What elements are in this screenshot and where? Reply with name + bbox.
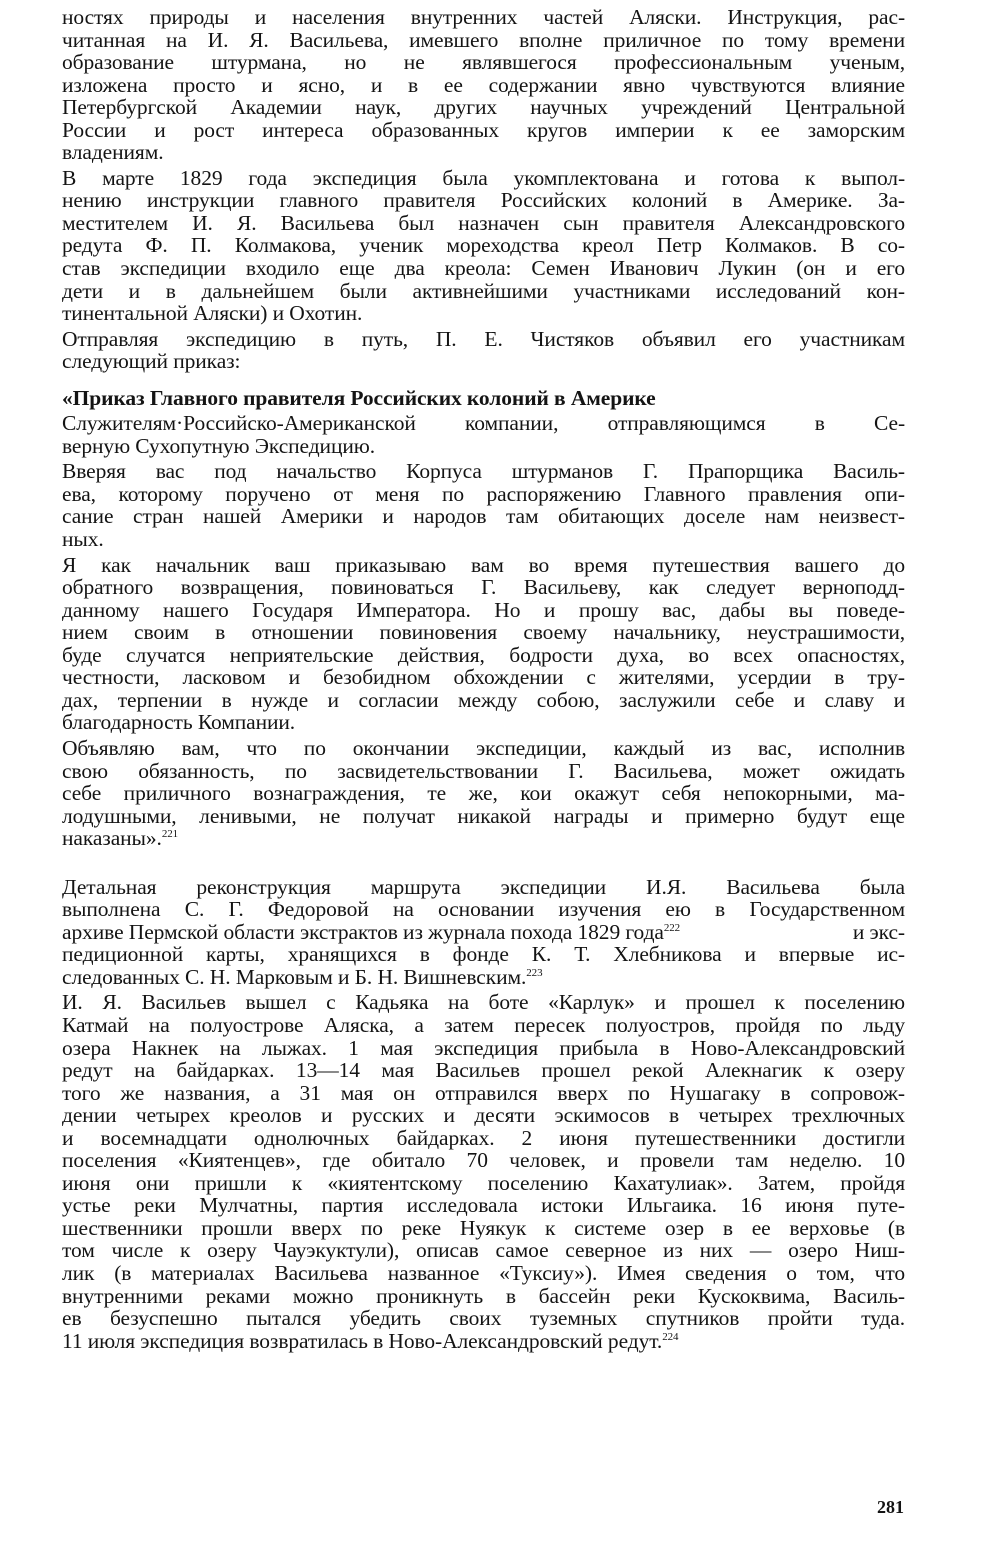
- text-line: верную Сухопутную Экспедицию.: [62, 433, 375, 458]
- text-line: Петербургской Академии наук, других научных учреждений Центральной: [62, 95, 905, 120]
- text-line: читанная на И. Я. Васильева, имевшего вполне приличное по тому времени: [62, 27, 905, 52]
- text-line: ных.: [62, 527, 104, 552]
- text-line: наказаны».$^{221}$: [62, 826, 179, 851]
- footnote-ref[interactable]: 221: [161, 827, 179, 840]
- text-line: образование штурмана, но не являвшегося профессиональным ученым,: [62, 50, 905, 75]
- text-line: ев безуспешно пытался убедить своих туземных спутников пройти туда.: [62, 1306, 905, 1331]
- text-line: лодушными, ленивыми, не получат никакой награды и примерно будут еще: [62, 803, 905, 828]
- paragraph-order-obedience: [62, 554, 905, 734]
- text-line: дах, терпении в нужде и согласии между собою, заслужили себе и славу и: [62, 687, 905, 712]
- paragraph-instruction-continued: [62, 6, 905, 164]
- text-line: честности, ласковом и безобидном обхождении с жителями, усердии в тру-: [62, 665, 905, 690]
- text-line: следованных С. Н. Марковым и Б. Н. Вишневским.$^{223}$: [62, 964, 543, 989]
- text-line: педиционной карты, хранящихся в фонде К. Т. Хлебникова и впервые ис-: [62, 942, 905, 967]
- text-line: дении четырех креолов и русских и десяти эскимосов в четырех трехлючных: [62, 1103, 905, 1128]
- text-line: Детальная реконструкция маршрута экспедиции И.Я. Васильева была: [62, 874, 905, 899]
- paragraph-order-intro: [62, 328, 905, 373]
- text-line: того же названия, а 31 мая он отправился вверх по Нушагаку в сопровож-: [62, 1080, 905, 1105]
- footnote-ref[interactable]: 224: [662, 1330, 679, 1343]
- text-line: ностях природы и населения внутренних частей Аляски. Инструкция, рас-: [62, 5, 905, 29]
- paragraph-route-reconstruction: [62, 876, 905, 989]
- text-line: лик (в материалах Васильева названное «Туксиу»). Имея сведения о том, что: [62, 1260, 905, 1285]
- page-number: 281: [877, 1497, 904, 1517]
- text-line: свою обязанность, по засвидетельствовании Г. Васильева, может ожидать: [62, 758, 905, 783]
- paragraph-order-command: [62, 460, 905, 550]
- book-page-text: [62, 6, 905, 1352]
- text-line: сание стран нашей Америки и народов там обитающих доселе нам неизвест-: [62, 504, 905, 529]
- paragraph-expedition-staff: [62, 167, 905, 325]
- text-line: владениям.: [62, 140, 164, 165]
- text-line: шественники прошли вверх по реке Нуякук к системе озер в ее верховье (в: [62, 1215, 905, 1240]
- text-line: И. Я. Васильев вышел с Кадьяка на боте «Карлук» и прошел к поселению: [62, 990, 905, 1015]
- text-line: архиве Пермской области экстрактов из журнала похода 1829 года$^{222}$ и экс-: [62, 919, 905, 944]
- text-line: редута Ф. П. Колмакова, ученик мореходства креол Петр Колмаков. В со-: [62, 233, 905, 258]
- text-line: буде случатся неприятельские действия, бодрости духа, во всех опасностях,: [62, 642, 905, 667]
- text-line: благодарность Компании.: [62, 710, 296, 735]
- paragraph-order-reward: [62, 737, 905, 850]
- text-line: устье реки Мулчатны, партия исследовала истоки Ильгаика. 16 июня путе-: [62, 1193, 905, 1218]
- footnote-ref[interactable]: 222: [663, 921, 681, 934]
- text-line: став экспедиции входило еще два креола: Семен Иванович Лукин (он и его: [62, 256, 905, 281]
- text-line: ева, которому поручено от меня по распоряжению Главного правления опи-: [62, 481, 905, 506]
- text-line: России и рост интереса образованных кругов империи к ее заморским: [62, 117, 905, 142]
- text-line: том числе к озеру Чауэкуктули), описав самое северное из них — озеро Ниш-: [62, 1238, 905, 1263]
- order-heading: «Приказ Главного правителя Российских колоний в Америке: [62, 385, 656, 410]
- text-line: местителем И. Я. Васильева был назначен сын правителя Александровского: [62, 210, 905, 235]
- text-line: Я как начальник ваш приказываю вам во время путешествия вашего до: [62, 552, 905, 577]
- text-line: изложена просто и ясно, и в ее содержании явно чувствуются влияние: [62, 72, 905, 97]
- text-line: тинентальной Аляски) и Охотин.: [62, 301, 363, 326]
- text-line: дети и в дальнейшем были активнейшими участниками исследований кон-: [62, 278, 905, 303]
- text-line: данному нашего Государя Императора. Но и прошу вас, дабы вы поведе-: [62, 597, 905, 622]
- text-line: поселения «Киятенцев», где обитало 70 человек, и провели там неделю. 10: [62, 1148, 905, 1173]
- paragraph-route-description: [62, 991, 905, 1352]
- text-line: Объявляю вам, что по окончании экспедиции, каждый из вас, исполнив: [62, 735, 905, 760]
- text-line: обратного возвращения, повиноваться Г. Васильеву, как следует верноподд-: [62, 575, 905, 600]
- text-line: следующий приказ:: [62, 349, 241, 374]
- text-line: Служителям·Российско-Американской компании, отправляющимся в Се-: [62, 411, 905, 436]
- text-line: выполнена С. Г. Федоровой на основании изучения ею в Государственном: [62, 897, 905, 922]
- footnote-ref[interactable]: 223: [526, 966, 543, 979]
- text-line: озера Накнек на лыжах. 1 мая экспедиция прибыла в Ново-Александровский: [62, 1035, 905, 1060]
- text-line: нению инструкции главного правителя Российских колоний в Америке. За-: [62, 188, 905, 213]
- text-line: 11 июля экспедиция возвратилась в Ново-Александровский редут.$^{224}$: [62, 1328, 679, 1353]
- text-line: Вверяя вас под начальство Корпуса штурманов Г. Прапорщика Василь-: [62, 459, 905, 484]
- text-line: редут на байдарках. 13—14 мая Васильев прошел рекой Алекнагик к озеру: [62, 1058, 905, 1083]
- paragraph-order-addressees: [62, 412, 905, 457]
- text-line: нием своим в отношении повиновения своему начальнику, неустрашимости,: [62, 620, 905, 645]
- text-line: В марте 1829 года экспедиция была укомплектована и готова к выпол-: [62, 165, 905, 190]
- text-line: внутренними реками можно проникнуть в бассейн реки Кускоквима, Василь-: [62, 1283, 905, 1308]
- text-line: себе приличного вознаграждения, те же, кои окажут себя непокорными, ма-: [62, 781, 905, 806]
- text-line: и восемнадцати однолючных байдарках. 2 июня путешественники достигли: [62, 1125, 905, 1150]
- text-line: Катмай на полуострове Аляска, а затем пересек полуостров, пройдя по льду: [62, 1012, 905, 1037]
- text-line: Отправляя экспедицию в путь, П. Е. Чистяков объявил его участникам: [62, 326, 905, 351]
- text-line: июня они пришли к «киятентскому поселению Кахатулиак». Затем, пройдя: [62, 1170, 905, 1195]
